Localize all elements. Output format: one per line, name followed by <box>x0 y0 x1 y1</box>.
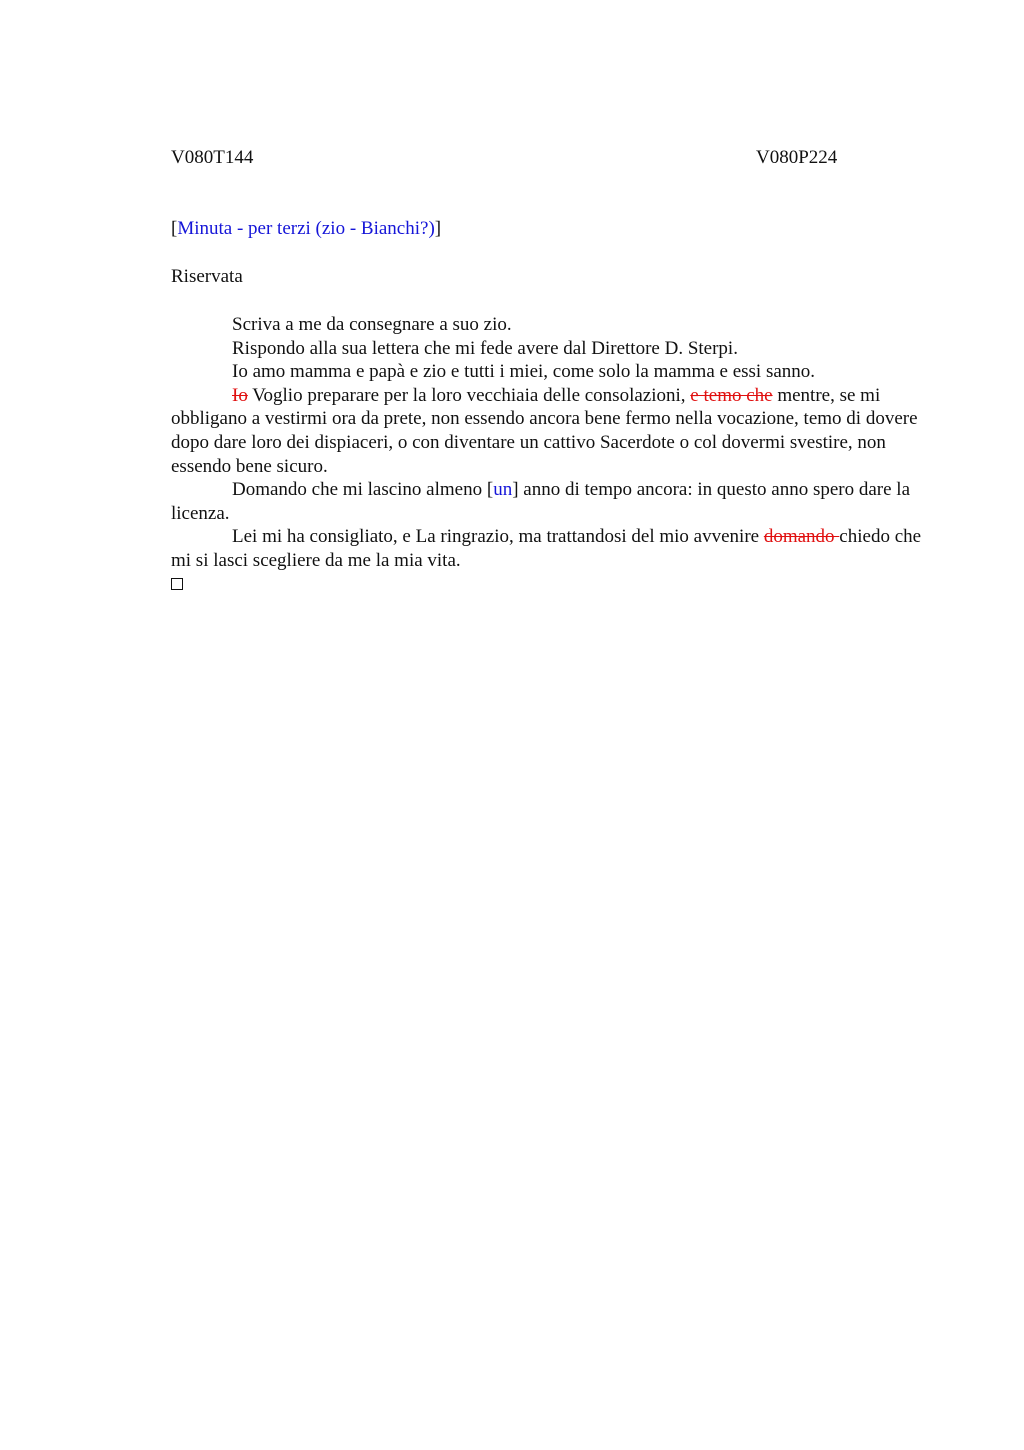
paragraph-6 <box>171 525 931 572</box>
paragraph-4-text-b: mentre, se mi obbligano a vestirmi ora da prete, non essendo ancora bene fermo nella vocazione, temo di dovere dopo dare loro dei dispiaceri, o con diventare un cattivo Sacerdote o col dovermi svestire, non essendo bene sicuro. <box>171 384 918 477</box>
document-code-left: V080T144 <box>171 147 254 168</box>
letter-body <box>171 313 931 596</box>
deleted-text: domando <box>763 526 840 548</box>
inserted-text: un <box>493 479 513 501</box>
note-text: Minuta - per terzi (zio - Bianchi?) <box>177 218 435 239</box>
paragraph-4-text-a: Voglio preparare per la loro vecchiaia delle consolazioni, <box>247 384 691 406</box>
paragraph-5-text-b: ] anno di tempo ancora: in questo anno spero dare la licenza. <box>171 479 910 524</box>
note-close-bracket: ] <box>434 218 442 239</box>
end-marker <box>171 573 931 597</box>
deleted-text: Io <box>232 384 248 406</box>
paragraph-6-text-b: chiedo che mi si lasci scegliere da me la mia vita. <box>171 526 922 571</box>
paragraph-1: Scriva a me da consegnare a suo zio. <box>232 314 512 335</box>
note-open-bracket: [ <box>171 218 178 239</box>
paragraph-5 <box>171 478 931 525</box>
document-code-right: V080P224 <box>756 147 838 168</box>
paragraph-5-text-a: Domando che mi lascino almeno [ <box>232 479 494 501</box>
riservata-label: Riservata <box>171 266 243 287</box>
end-square-icon <box>171 578 183 590</box>
paragraph-2: Rispondo alla sua lettera che mi fede avere dal Direttore D. Sterpi. <box>232 337 738 359</box>
editorial-note <box>171 218 441 240</box>
paragraph-4 <box>171 384 931 478</box>
paragraph-3: Io amo mamma e papà e zio e tutti i miei, come solo la mamma e essi sanno. <box>232 361 816 383</box>
deleted-text: e temo che <box>690 384 773 406</box>
paragraph-6-text-a: Lei mi ha consigliato, e La ringrazio, ma trattandosi del mio avvenire <box>232 526 764 548</box>
